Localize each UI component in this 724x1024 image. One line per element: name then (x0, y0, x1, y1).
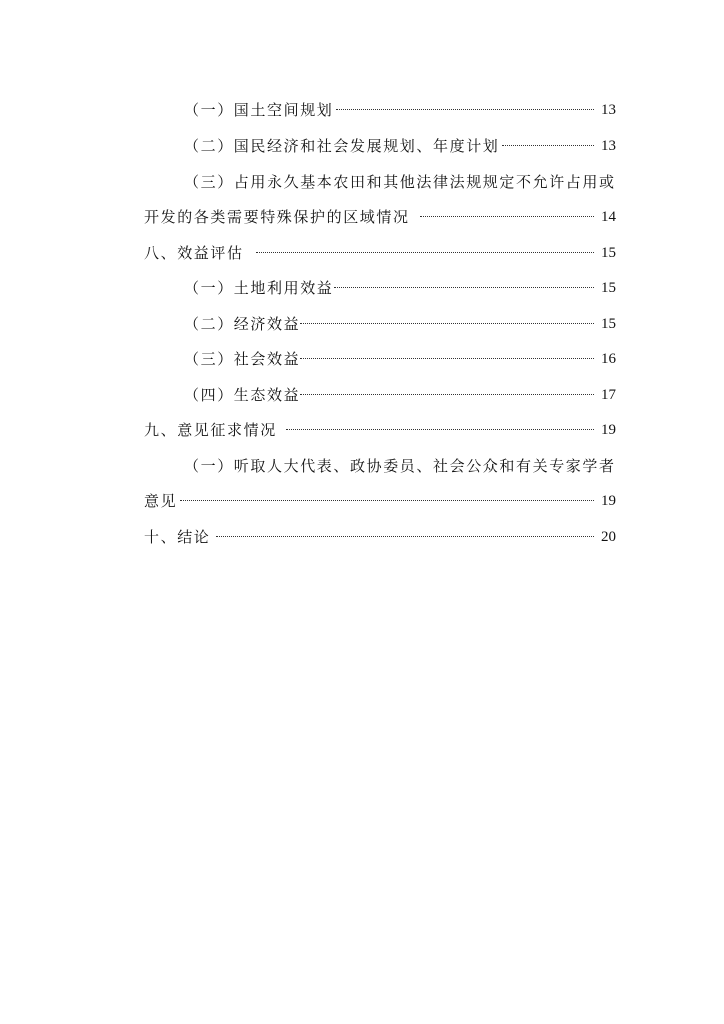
toc-entry-title: （一）国土空间规划 (184, 101, 334, 119)
dot-leader (300, 346, 594, 359)
toc-page-number: 15 (601, 316, 616, 332)
toc-entry-title: （二）国民经济和社会发展规划、年度计划 (184, 137, 500, 155)
toc-entry-title: （一）听取人大代表、政协委员、社会公众和有关专家学者 (184, 457, 616, 475)
dot-leader (286, 417, 594, 430)
toc-entry[interactable] (0, 346, 724, 372)
toc-entry-title: （二）经济效益 (184, 315, 301, 333)
toc-page-number: 15 (601, 280, 616, 296)
toc-entry[interactable] (0, 488, 724, 514)
toc-page-number: 13 (601, 102, 616, 118)
dot-leader (502, 133, 594, 146)
toc-entry[interactable] (0, 97, 724, 123)
dot-leader (420, 204, 594, 217)
toc-entry[interactable] (0, 204, 724, 230)
dot-leader (300, 311, 594, 324)
toc-entry-title: 八、效益评估 (144, 244, 244, 262)
toc-entry[interactable] (0, 453, 724, 479)
toc-page-number: 17 (601, 387, 616, 403)
dot-leader (256, 240, 594, 253)
toc-entry[interactable] (0, 382, 724, 408)
toc-entry[interactable] (0, 524, 724, 550)
toc-entry-title: （四）生态效益 (184, 386, 301, 404)
toc-entry[interactable] (0, 133, 724, 159)
dot-leader (300, 382, 594, 395)
toc-entry-title: （一）土地利用效益 (184, 279, 334, 297)
toc-entry[interactable] (0, 275, 724, 301)
toc-entry[interactable] (0, 240, 724, 266)
toc-entry-title: 十、结论 (144, 528, 211, 546)
toc-page-number: 14 (601, 209, 616, 225)
dot-leader (334, 275, 594, 288)
toc-page-number: 16 (601, 351, 616, 367)
toc-entry-title: 开发的各类需要特殊保护的区域情况 (144, 208, 410, 226)
toc-entry-title: 意见 (144, 492, 178, 510)
toc-entry[interactable] (0, 417, 724, 443)
toc-entry-title: （三）社会效益 (184, 350, 301, 368)
toc-page-number: 15 (601, 245, 616, 261)
toc-page-number: 13 (601, 138, 616, 154)
dot-leader (216, 524, 594, 537)
toc-page-number: 20 (601, 529, 616, 545)
toc-entry-title: （三）占用永久基本农田和其他法律法规规定不允许占用或 (184, 173, 616, 191)
toc-page-number: 19 (601, 493, 616, 509)
toc-entry[interactable] (0, 169, 724, 195)
dot-leader (180, 488, 594, 501)
toc-entry[interactable] (0, 311, 724, 337)
toc-entry-title: 九、意见征求情况 (144, 421, 277, 439)
dot-leader (336, 97, 594, 110)
toc-page-number: 19 (601, 422, 616, 438)
